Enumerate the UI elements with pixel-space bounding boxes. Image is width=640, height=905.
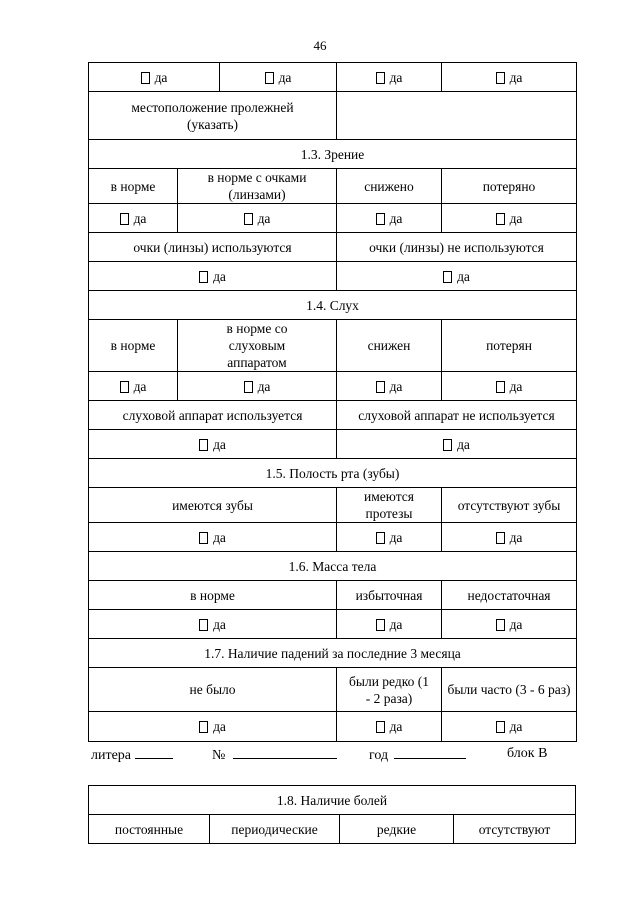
checkbox-cell[interactable]: да: [89, 712, 337, 742]
column-header: слуховой аппарат не используется: [337, 401, 577, 430]
checkbox-icon[interactable]: [443, 271, 452, 283]
checkbox-icon[interactable]: [376, 532, 385, 544]
checkbox-cell[interactable]: да: [89, 372, 178, 401]
column-header: были редко (1 - 2 раза): [337, 668, 442, 712]
pressure-sore-location-label: местоположение пролежней (указать): [89, 92, 337, 140]
checkbox-icon[interactable]: [443, 439, 452, 451]
checkbox-cell[interactable]: да: [89, 523, 337, 552]
section-title-hearing: 1.4. Слух: [89, 291, 577, 320]
column-header: очки (линзы) используются: [89, 233, 337, 262]
section-title-weight: 1.6. Масса тела: [89, 552, 577, 581]
checkbox-cell[interactable]: да: [442, 523, 577, 552]
litera-field[interactable]: литера: [91, 746, 173, 764]
pressure-sore-location-input[interactable]: [337, 92, 577, 140]
checkbox-icon[interactable]: [496, 532, 505, 544]
checkbox-icon[interactable]: [199, 721, 208, 733]
checkbox-cell[interactable]: да: [337, 610, 442, 639]
checkbox-icon[interactable]: [496, 381, 505, 393]
column-header: потерян: [442, 320, 577, 372]
checkbox-cell[interactable]: да: [337, 262, 577, 291]
checkbox-icon[interactable]: [376, 213, 385, 225]
column-header: в норме: [89, 169, 178, 204]
checkbox-cell[interactable]: да: [337, 204, 442, 233]
section-title-vision: 1.3. Зрение: [89, 140, 577, 169]
checkbox-icon[interactable]: [199, 439, 208, 451]
checkbox-cell[interactable]: да: [442, 63, 577, 92]
number-blank[interactable]: [233, 746, 337, 759]
column-header: снижен: [337, 320, 442, 372]
checkbox-icon[interactable]: [376, 72, 385, 84]
checkbox-cell[interactable]: да: [442, 204, 577, 233]
column-header: в норме со слуховым аппаратом: [178, 320, 337, 372]
pain-table: [88, 785, 576, 844]
checkbox-cell[interactable]: да: [220, 63, 337, 92]
column-header: очки (линзы) не используются: [337, 233, 577, 262]
checkbox-icon[interactable]: [244, 213, 253, 225]
checkbox-icon[interactable]: [496, 619, 505, 631]
checkbox-icon[interactable]: [496, 72, 505, 84]
section-title-oral: 1.5. Полость рта (зубы): [89, 459, 577, 488]
page-number: 46: [313, 38, 327, 53]
section-title-pain: 1.8. Наличие болей: [89, 786, 576, 815]
checkbox-cell[interactable]: да: [178, 372, 337, 401]
column-header: имеются протезы: [337, 488, 442, 523]
column-header: постоянные: [89, 815, 210, 844]
column-header: не было: [89, 668, 337, 712]
column-header: в норме: [89, 320, 178, 372]
checkbox-cell[interactable]: да: [89, 430, 337, 459]
column-header: недостаточная: [442, 581, 577, 610]
checkbox-cell[interactable]: да: [337, 712, 442, 742]
checkbox-icon[interactable]: [199, 619, 208, 631]
column-header: имеются зубы: [89, 488, 337, 523]
checkbox-icon[interactable]: [141, 72, 150, 84]
checkbox-icon[interactable]: [120, 213, 129, 225]
column-header: избыточная: [337, 581, 442, 610]
checkbox-icon[interactable]: [120, 381, 129, 393]
column-header: в норме с очками (линзами): [178, 169, 337, 204]
assessment-form-table: [88, 62, 577, 742]
checkbox-icon[interactable]: [199, 532, 208, 544]
checkbox-icon[interactable]: [376, 381, 385, 393]
checkbox-cell[interactable]: да: [89, 610, 337, 639]
checkbox-icon[interactable]: [199, 271, 208, 283]
checkbox-cell[interactable]: да: [442, 372, 577, 401]
checkbox-icon[interactable]: [376, 619, 385, 631]
column-header: снижено: [337, 169, 442, 204]
checkbox-cell[interactable]: да: [89, 204, 178, 233]
checkbox-icon[interactable]: [376, 721, 385, 733]
column-header: потеряно: [442, 169, 577, 204]
checkbox-icon[interactable]: [244, 381, 253, 393]
checkbox-icon[interactable]: [265, 72, 274, 84]
column-header: в норме: [89, 581, 337, 610]
checkbox-cell[interactable]: да: [178, 204, 337, 233]
checkbox-cell[interactable]: да: [337, 523, 442, 552]
year-blank[interactable]: [394, 746, 466, 759]
column-header: периодические: [210, 815, 340, 844]
year-field[interactable]: год: [369, 746, 466, 764]
column-header: были часто (3 - 6 раз): [442, 668, 577, 712]
block-label: блок В: [507, 746, 548, 761]
checkbox-cell[interactable]: да: [89, 63, 220, 92]
checkbox-cell[interactable]: да: [89, 262, 337, 291]
column-header: отсутствуют зубы: [442, 488, 577, 523]
checkbox-cell[interactable]: да: [337, 372, 442, 401]
column-header: редкие: [340, 815, 454, 844]
column-header: слуховой аппарат используется: [89, 401, 337, 430]
section-title-falls: 1.7. Наличие падений за последние 3 месяца: [89, 639, 577, 668]
checkbox-icon[interactable]: [496, 721, 505, 733]
checkbox-icon[interactable]: [496, 213, 505, 225]
checkbox-cell[interactable]: да: [442, 610, 577, 639]
checkbox-cell[interactable]: да: [337, 63, 442, 92]
litera-blank[interactable]: [135, 746, 173, 759]
column-header: отсутствуют: [454, 815, 576, 844]
number-field[interactable]: №: [212, 746, 337, 764]
checkbox-cell[interactable]: да: [337, 430, 577, 459]
checkbox-cell[interactable]: да: [442, 712, 577, 742]
